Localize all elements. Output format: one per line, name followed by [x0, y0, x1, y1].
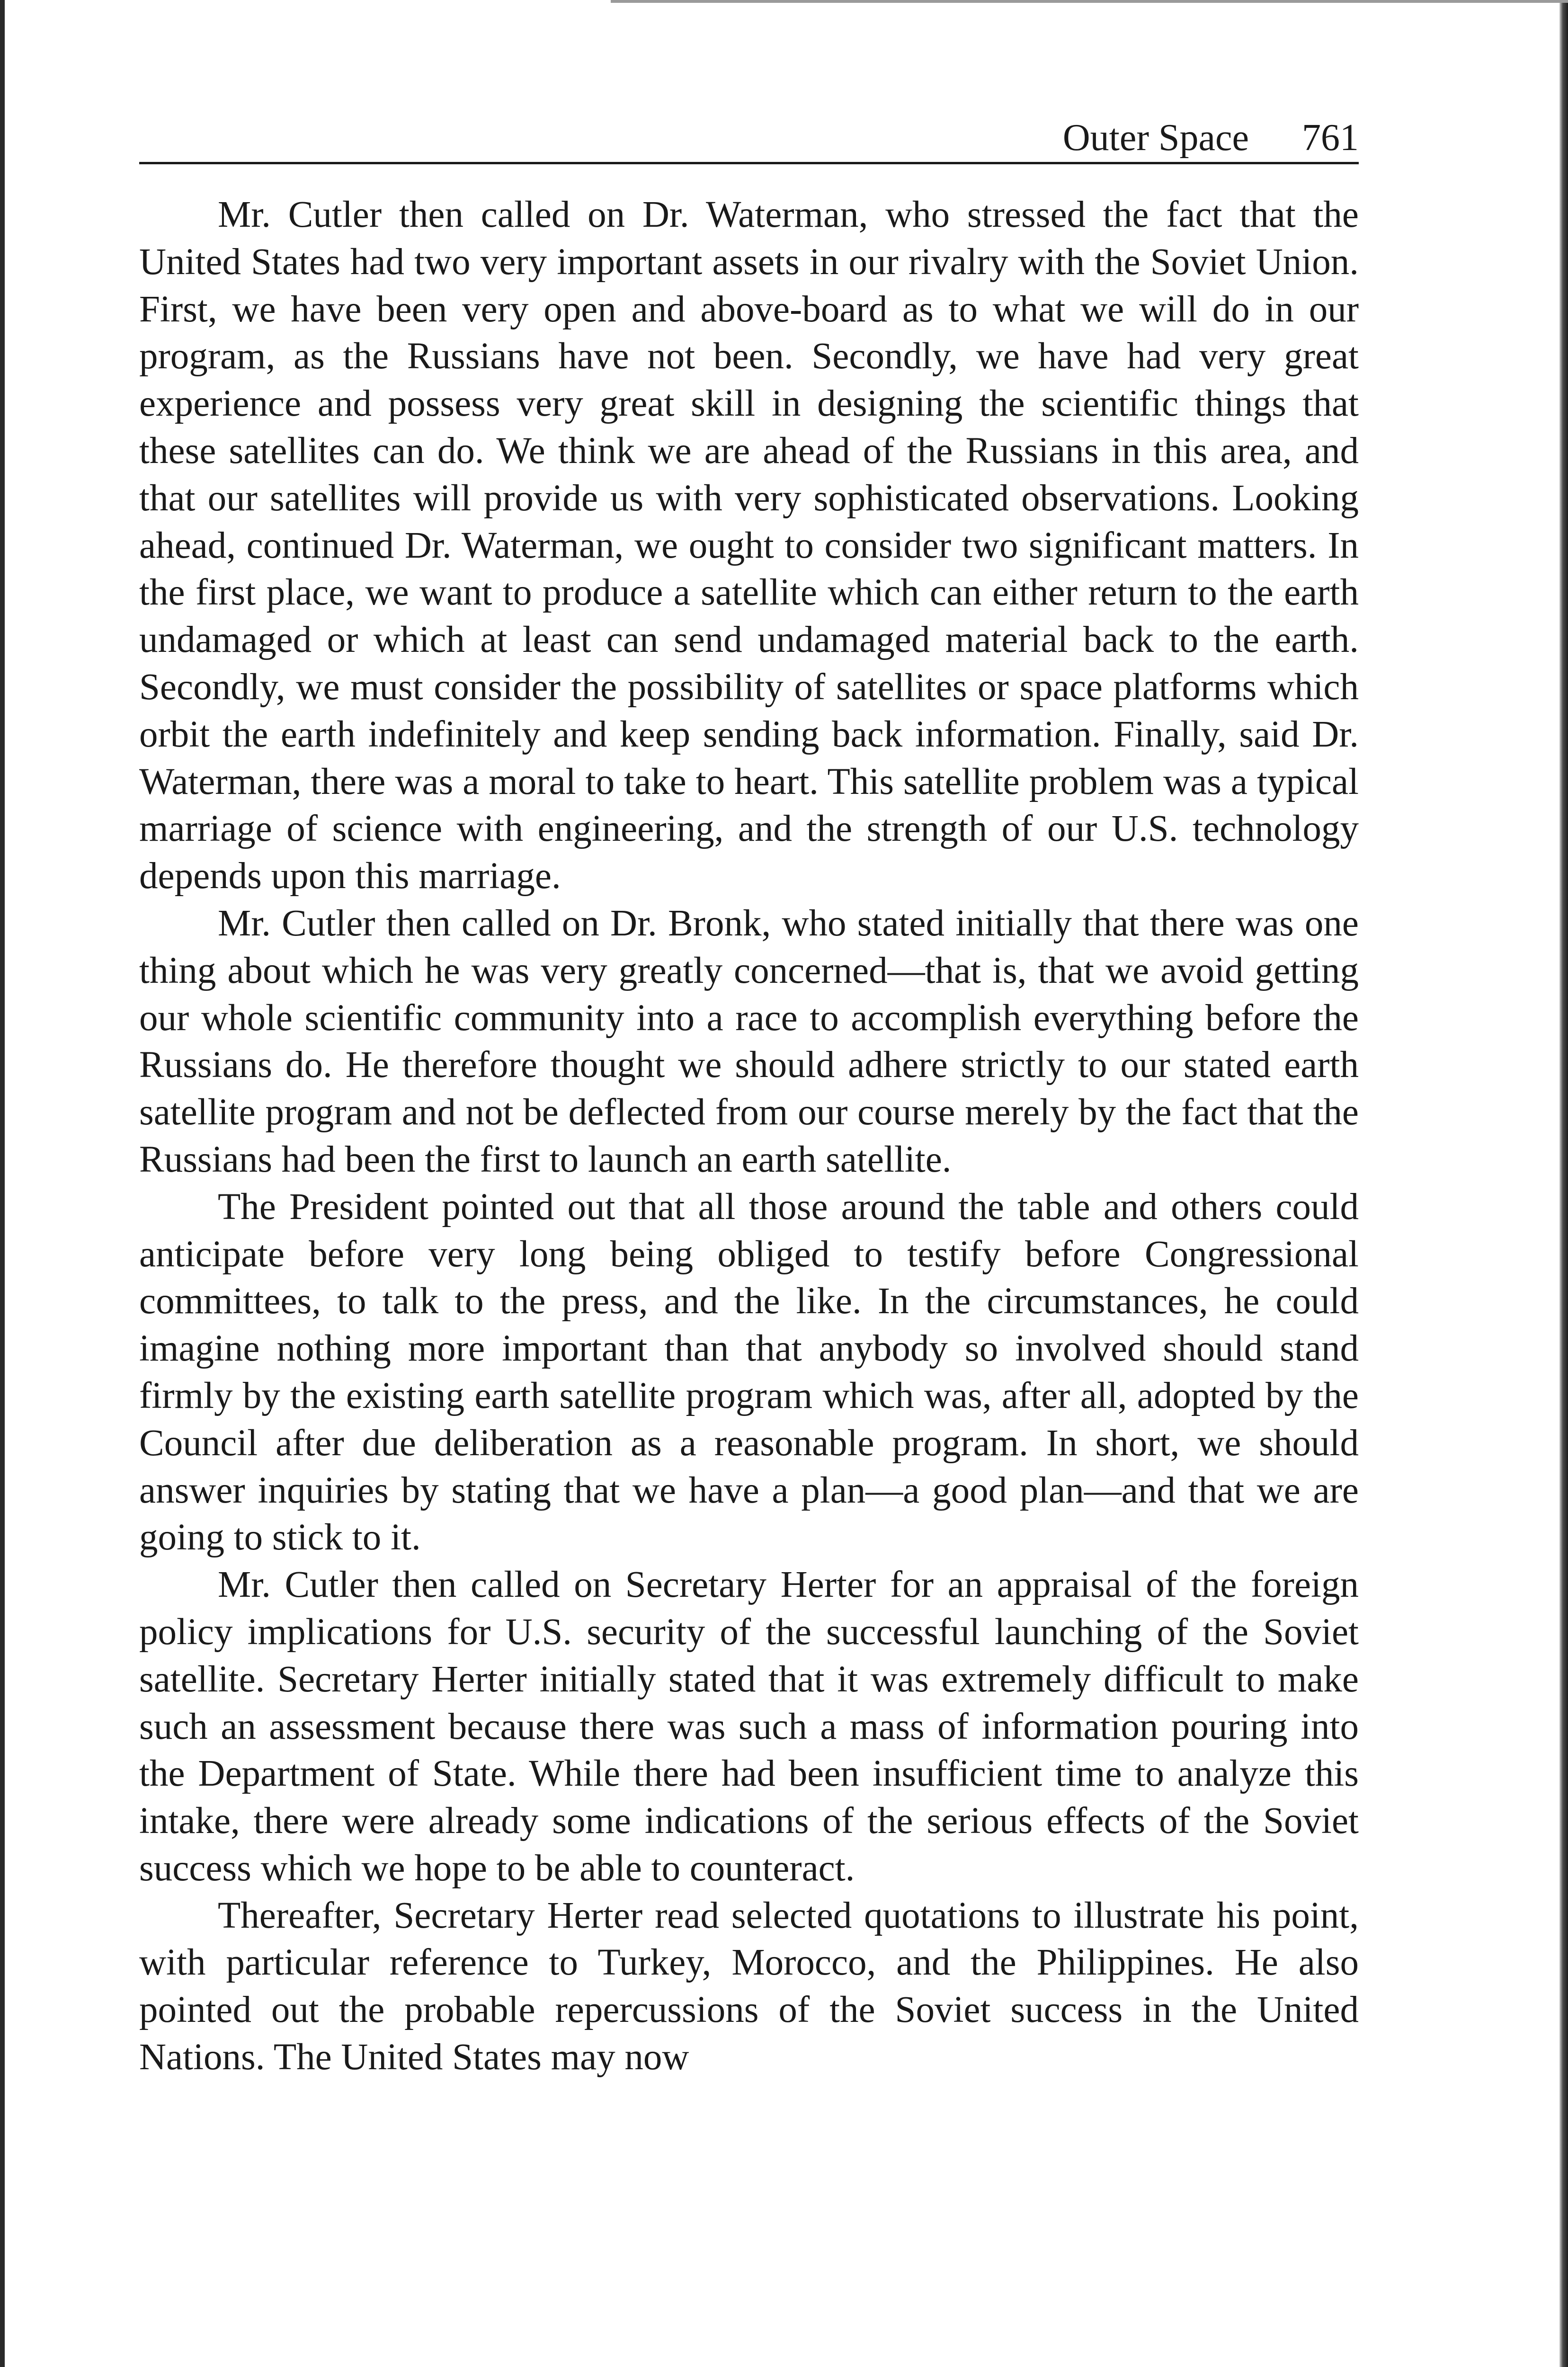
paragraph-herter-quotations: Thereafter, Secretary Herter read selected quotations to illustrate his point, with particular reference to Turkey, Morocco, and the Philippines. He also pointed out the probable repercussions of the Soviet success in the United Nations. The United States may now: [139, 1895, 1359, 2078]
running-header-text: [1063, 116, 1359, 159]
page-number: 761: [1302, 117, 1359, 159]
scan-top-line: [611, 0, 1568, 3]
scan-right-edge: [1559, 0, 1568, 2367]
running-header: [139, 118, 1359, 164]
scan-left-edge: [0, 0, 5, 2367]
paragraph-herter-appraisal: Mr. Cutler then called on Secretary Herter for an appraisal of the foreign policy implications for U.S. security of the successful launching of the Soviet satellite. Secretary Herter initially stated that it was extremely difficult to make such an assessment because there was such a mass of information pouring into the Department of State. While there had been insufficient time to analyze this intake, there were already some indications of the serious effects of the Soviet success which we hope to be able to counteract.: [139, 1564, 1359, 1889]
section-title: Outer Space: [1062, 117, 1249, 159]
paragraph-bronk: Mr. Cutler then called on Dr. Bronk, who stated initially that there was one thing about which he was very greatly concerned—that is, that we avoid getting our whole scientific community into a race to accomplish everything before the Russians do. He therefore thought we should adhere strictly to our stated earth satellite program and not be deflected from our course merely by the fact that the Russians had been the first to launch an earth satellite.: [139, 902, 1359, 1180]
paragraph-waterman: Mr. Cutler then called on Dr. Waterman, who stressed the fact that the United States had two very important assets in our rivalry with the Soviet Union. First, we have been very open and above-board as to what we will do in our program, as the Russians have not been. Secondly, we have had very great experience and possess very great skill in designing the scientific things that these satellites can do. We think we are ahead of the Russians in this area, and that our satellites will provide us with very sophisticated observations. Looking ahead, continued Dr. Waterman, we ought to consider two significant matters. In the first place, we want to produce a satellite which can either return to the earth undamaged or which at least can send undamaged material back to the earth. Secondly, we must consider the possibility of satellites or space platforms which orbit the earth indefinitely and keep sending back information. Finally, said Dr. Waterman, there was a moral to take to heart. This satellite problem was a typical marriage of science with engineering, and the strength of our U.S. technology depends upon this marriage.: [139, 194, 1359, 897]
body-text: [139, 191, 1359, 2081]
paragraph-president: The President pointed out that all those around the table and others could anticipate before very long being obliged to testify before Congressional committees, to talk to the press, and the like. In the circumstances, he could imagine nothing more important than that anybody so involved should stand firmly by the existing earth satellite program which was, after all, adopted by the Council after due deliberation as a reasonable program. In short, we should answer inquiries by stating that we have a plan—a good plan—and that we are going to stick to it.: [139, 1186, 1359, 1558]
